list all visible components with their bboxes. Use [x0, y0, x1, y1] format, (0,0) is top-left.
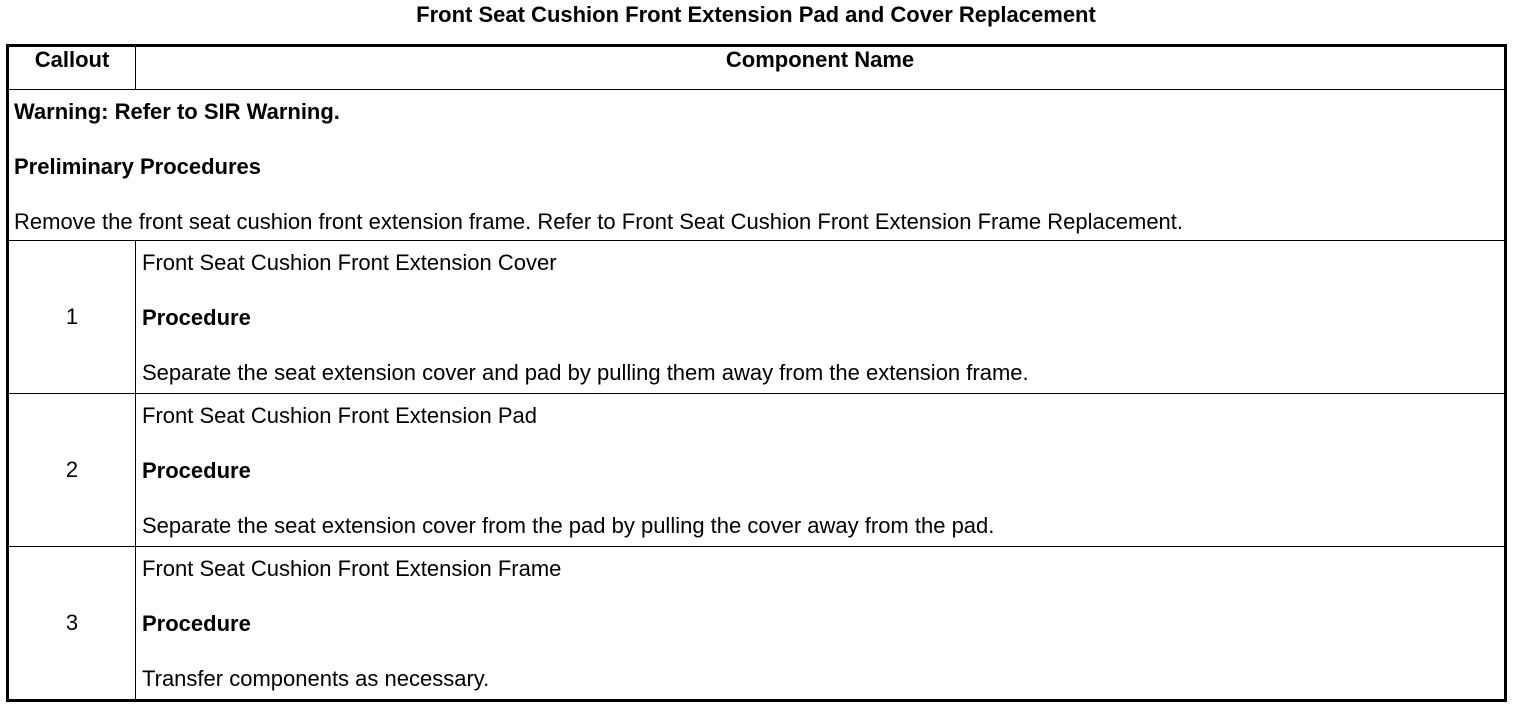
callout-number: 2	[8, 394, 136, 547]
preliminary-text: Remove the front seat cushion front extension frame. Refer to Front Seat Cushion Front Extension Frame Replacement.	[14, 209, 1184, 234]
procedure-table	[6, 44, 1507, 702]
preliminary-cell	[8, 90, 1506, 241]
procedure-text: Separate the seat extension cover from the pad by pulling the cover away from the pad.	[142, 513, 995, 538]
table-row	[8, 547, 1506, 701]
procedure-label: Procedure	[142, 611, 251, 636]
page-title: Front Seat Cushion Front Extension Pad and Cover Replacement	[416, 2, 1096, 27]
component-cell	[136, 547, 1506, 701]
component-cell	[136, 394, 1506, 547]
table-row	[8, 241, 1506, 394]
callout-number: 1	[8, 241, 136, 394]
callout-number: 3	[8, 547, 136, 701]
preliminary-row	[8, 90, 1506, 241]
column-header-component-name: Component Name	[136, 46, 1506, 90]
procedure-label: Procedure	[142, 305, 251, 330]
component-name: Front Seat Cushion Front Extension Cover	[142, 250, 557, 275]
procedure-text: Separate the seat extension cover and pad by pulling them away from the extension frame.	[142, 360, 1029, 385]
table-header-row	[8, 46, 1506, 90]
warning-text: Warning: Refer to SIR Warning.	[14, 99, 340, 124]
column-header-callout: Callout	[8, 46, 136, 90]
procedure-label: Procedure	[142, 458, 251, 483]
table-row	[8, 394, 1506, 547]
component-cell	[136, 241, 1506, 394]
preliminary-heading: Preliminary Procedures	[14, 154, 262, 179]
procedure-text: Transfer components as necessary.	[142, 666, 490, 691]
component-name: Front Seat Cushion Front Extension Frame	[142, 556, 562, 581]
component-name: Front Seat Cushion Front Extension Pad	[142, 403, 537, 428]
